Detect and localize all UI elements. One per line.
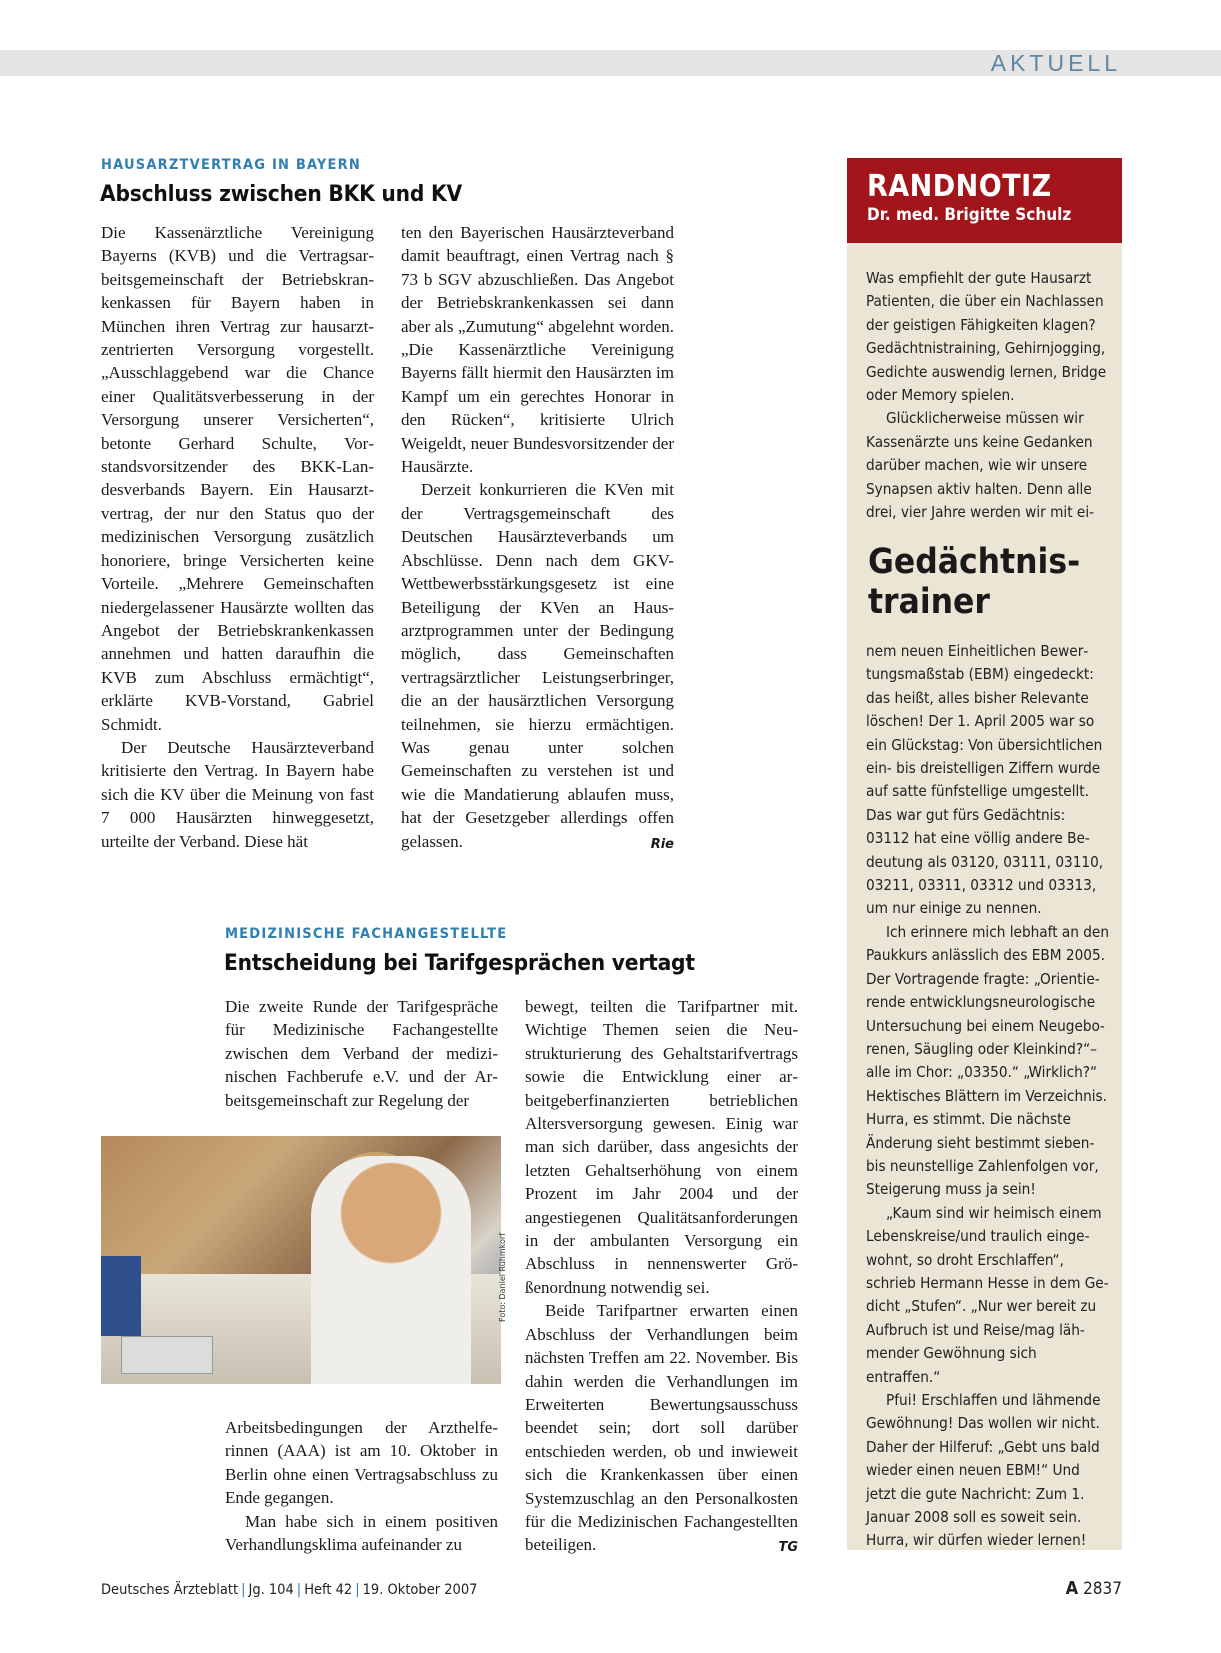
paragraph: bewegt, teilten die Tarifpartner mit. Wichtige Themen seien die Neustrukturierung des Gehaltstarifvertrags sowie die Entwicklung einer arbeitgeberfinanzierten betrieblichen Altersversorgung gewesen. Einig war man sich darüber, dass angesichts der letzten Gehaltserhöhung von einem Prozent im Jahr 2004 und der angestiegenen Qualitätsanforderungen in der ambulanten Versorgung ein Abschluss in nennenswerter Größenordnung notwendig sei. (525, 997, 798, 1297)
paragraph: Man habe sich in einem positiven Verhandlungsklima aufeinander zu (225, 1511, 498, 1555)
pullquote-line: trainer (868, 582, 990, 622)
paragraph: Pfui! Erschlaffen und lähmende Gewöhnung! Das wollen wir nicht. Daher der Hilferuf: „Gebt uns bald wieder einen neuen EBM!“ Und jetzt die gute Nachricht: Zum 1. Januar 2008 soll es soweit sein. Hurra, wir dürfen wieder lernen! (866, 1391, 1101, 1550)
article1-kicker: HAUSARZTVERTRAG IN BAYERN (101, 157, 362, 173)
article2-kicker: MEDIZINISCHE FACHANGESTELLTE (225, 926, 508, 942)
footer-issue: Heft 42 (304, 1582, 353, 1598)
photo-person (311, 1156, 471, 1384)
article2-headline: Entscheidung bei Tarifgesprächen vertagt (224, 950, 695, 976)
paragraph (401, 478, 674, 853)
photo-credit: Foto: Daniel Rühmkorf (498, 1232, 507, 1322)
sidebar-title: RANDNOTIZ (867, 169, 1052, 204)
page-number (1066, 1578, 1122, 1599)
footer-publication: Deutsches Ärzteblatt (101, 1582, 239, 1598)
photo-medical-assistant (101, 1136, 501, 1384)
sidebar-body (866, 640, 1110, 1553)
article1-column-1 (101, 221, 374, 853)
article2-column-1-bottom (225, 1416, 498, 1556)
paragraph-text: Derzeit konkurrieren die KVen mit der Vertragsgemeinschaft des Deutschen Hausärzteverbands um Abschlüsse. Denn nach dem GKV-Wettbewerbsstärkungsgesetz ist eine Beteiligung der KVen an Hausarztprogrammen unter der Bedingung möglich, dass Gemeinschaften vertragsärztlicher Leistungserbringer, die an der hausärztlichen Versorgung teilnehmen, sie hierzu ermächtigen. Was genau unter solchen Gemeinschaften zu verstehen ist und wie die Mandatierung ablaufen muss, hat der Gesetzgeber allerdings offen gelassen. (401, 480, 674, 851)
paragraph: Der Deutsche Hausärzteverband kritisierte den Vertrag. In Bayern habe sich die KV über die Meinung von fast 7 000 Hausärzten hinweggesetzt, urteilte der Verband. Diese hät (101, 737, 374, 851)
sidebar-intro (866, 267, 1110, 524)
section-label: AKTUELL (990, 50, 1121, 76)
article2-column-1-top (225, 995, 498, 1112)
sidebar-author: Dr. med. Brigitte Schulz (867, 205, 1072, 225)
paragraph (525, 1299, 798, 1556)
photo-screen (101, 1256, 141, 1336)
paragraph: Glücklicherweise müssen wir Kassenärzte uns keine Gedanken darüber machen, wie wir unsere Synapsen aktiv halten. Denn alle drei, vier Jahre werden wir mit ei- (866, 409, 1095, 522)
article2-byline: TG (778, 1540, 798, 1556)
article1-byline: Rie (650, 836, 674, 852)
paragraph-text: Beide Tarifpartner erwarten einen Abschluss der Verhandlungen beim nächsten Treffen am 22. November. Bis dahin werden die Verhandlungen im Erweiterten Bewertungsausschuss beendet sein; dort soll darüber entschieden werden, ob und inwieweit sich die Krankenkassen über einen Systemzuschlag an den Personalkosten für die Medizinischen Fachangestellten beteiligen. (525, 1301, 798, 1555)
page-number-value: 2837 (1083, 1579, 1122, 1599)
article1-headline: Abschluss zwischen BKK und KV (100, 181, 462, 207)
photo-phone (121, 1336, 213, 1374)
pullquote-line: Gedächtnis- (868, 542, 1081, 582)
footer-volume: Jg. 104 (248, 1582, 294, 1598)
paragraph: Arbeitsbedingungen der Arzthelferinnen (AAA) ist am 10. Oktober in Berlin ohne einen Vertragsabschluss zu Ende gegangen. (225, 1418, 498, 1508)
article1-column-2 (401, 221, 674, 856)
article2-column-2 (525, 995, 798, 1560)
sidebar-header (847, 158, 1122, 243)
paragraph: Ich erinnere mich lebhaft an den Paukkurs anlässlich des EBM 2005. Der Vortragende fragte: „Orientierende entwicklungsneurologische Untersuchung bei einem Neugeborenen, Säugling oder Kleinkind?“– alle im Chor: „03350.“ „Wirklich?“ Hektisches Blättern im Verzeichnis. Hurra, es stimmt. Die nächste Änderung sieht bestimmt sieben- bis neunstellige Zahlenfolgen vor, Steigerung muss ja sein! (866, 922, 1110, 1199)
paragraph: Die zweite Runde der Tarifgespräche für Medizinische Fachangestellte zwischen dem Verband der medizinischen Fachberufe e.V. und der Arbeitsgemeinschaft zur Regelung der (225, 997, 498, 1110)
paragraph: ten den Bayerischen Hausärzteverband damit beauftragt, einen Vertrag nach § 73 b SGV abzuschließen. Das Angebot der Betriebskrankenkassen sei dann aber als „Zumutung“ abgelehnt worden. „Die Kassenärztliche Vereinigung Bayerns fällt hiermit den Hausärzten im Kampf um ein gerechtes Honorar in den Rücken“, kritisierte Ulrich Weigeldt, neuer Bundesvorsitzender der Hausärzte. (401, 223, 674, 477)
paragraph: Was empfiehlt der gute Hausarzt Patienten, die über ein Nachlassen der geistigen Fähigkeiten klagen? Gedächtnistraining, Gehirnjogging, Gedichte auswendig lernen, Bridge oder Memory spielen. (866, 269, 1107, 405)
sidebar-pullquote (868, 542, 1080, 622)
paragraph: „Kaum sind wir heimisch einem Lebenskreise/und traulich eingewohnt, so droht Erschlaffen“, schrieb Hermann Hesse in dem Gedicht „Stufen“. „Nur wer bereit zu Aufbruch ist und Reise/mag lähmender Gewöhnung sich entraffen.“ (866, 1203, 1109, 1386)
footer-citation: Deutsches Ärzteblatt | Jg. 104 | Heft 42 | 19. Oktober 2007 (101, 1582, 478, 1598)
page-prefix: A (1065, 1578, 1079, 1599)
paragraph: nem neuen Einheitlichen Bewertungsmaßstab (EBM) eingedeckt: das heißt, alles bisher Relevante löschen! Der 1. April 2005 war so ein Glückstag: Von übersichtlichen ein- bis dreistelligen Ziffern wurde auf satte fünfstellige umgestellt. Das war gut fürs Gedächtnis: 03112 hat eine völlig andere Bedeutung als 03120, 03111, 03110, 03211, 03311, 03312 und 03313, um nur einige zu nennen. (866, 642, 1104, 918)
paragraph: Die Kassenärztliche Vereinigung Bayerns (KVB) und die Vertragsarbeitsgemeinschaft der Betriebskrankenkassen für Bayern haben in München ihren Vertrag zur hausarztzentrierten Versorgung vorgestellt. „Ausschlaggebend war die Chance einer Qualitätsverbesserung in der Versorgung unserer Versicherten“, betonte Gerhard Schulte, Vorstandsvorsitzender des BKK-Landesverbands Bayern. Ein Hausarztvertrag, der nur den Status quo der medizinischen Versorgung zusätzlich honoriere, bringe Versicherten keine Vorteile. „Mehrere Gemeinschaften niedergelassener Hausärzte wollten das Angebot der Betriebskrankenkassen annehmen und hatten daraufhin die KVB zum Abschluss ermächtigt“, erklärte KVB-Vorstand, Gabriel Schmidt. (101, 223, 374, 734)
footer-date: 19. Oktober 2007 (362, 1582, 478, 1598)
